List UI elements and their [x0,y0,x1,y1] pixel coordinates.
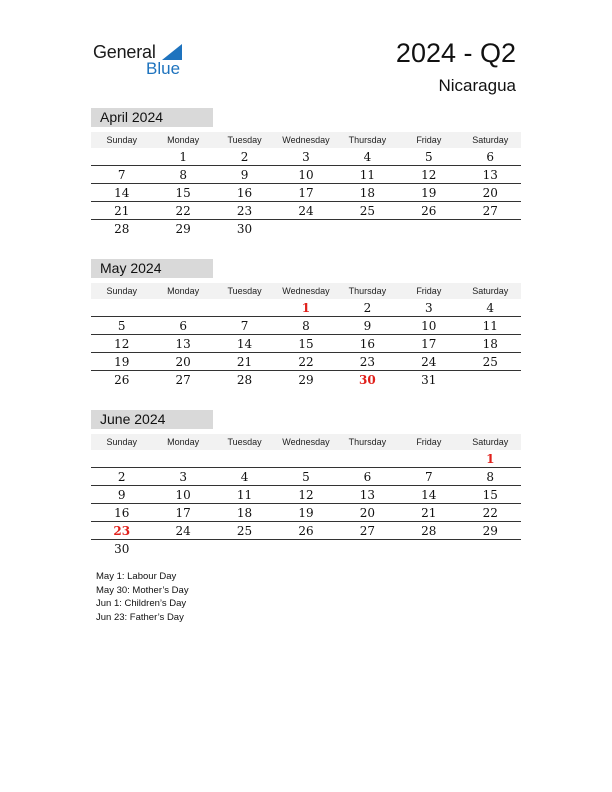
day-cell: 7 [117,168,126,182]
day-cell: 17 [175,506,191,520]
weekday-label: Tuesday [227,286,262,296]
week-row [91,220,521,237]
holiday-note: Jun 1: Children’s Day [96,598,187,609]
day-cell: 16 [236,186,253,200]
week-row [91,166,521,184]
day-cell: 23 [359,355,376,369]
holiday-note: Jun 23: Father’s Day [96,611,184,623]
empty-day-cell [91,299,152,316]
weekday-label: Thursday [348,437,387,447]
day-cell: 17 [421,337,437,351]
day-cell: 11 [236,488,253,502]
weekday-label: Friday [416,286,442,296]
day-cell: 23 [236,204,253,218]
day-cell: 21 [114,204,130,218]
day-cell: 22 [175,204,191,218]
day-cell: 20 [175,355,191,369]
holiday-note: May 1: Labour Day [96,571,177,582]
day-cell: 27 [359,524,376,538]
day-cell: 29 [298,373,314,387]
day-cell: 19 [298,506,314,520]
page-title: 2024 - Q2 [395,38,516,68]
empty-day-cell [398,220,459,237]
empty-day-cell [460,220,521,237]
day-cell: 25 [359,204,376,218]
day-cell: 7 [425,470,433,484]
day-cell: 30 [114,542,130,556]
day-cell: 24 [175,524,191,538]
day-cell: 4 [486,301,495,315]
empty-day-cell [214,299,275,316]
day-cell: 6 [486,150,495,164]
day-cell: 3 [302,150,310,164]
day-cell: 31 [421,373,437,387]
empty-day-cell [152,299,213,316]
day-cell: 29 [482,524,498,538]
day-cell: 30 [236,222,253,236]
week-row [91,317,521,335]
holiday-note: May 30: Mother’s Day [96,584,189,596]
empty-day-cell [275,540,336,557]
week-row [91,184,521,202]
month-june [91,410,521,557]
logo-triangle-icon [162,44,182,60]
month-label: May 2024 [91,259,213,278]
holiday-day-cell: 30 [359,373,376,387]
week-row [91,504,521,522]
day-cell: 27 [482,204,498,218]
holiday-notes [96,570,189,624]
day-cell: 10 [175,488,191,502]
day-cell: 3 [425,301,433,315]
month-label: June 2024 [91,410,213,429]
empty-day-cell [152,450,213,467]
weekday-label: Saturday [472,437,509,447]
day-cell: 18 [236,506,253,520]
weekday-label: Wednesday [282,286,330,296]
month-may [91,259,521,388]
month-april [91,108,521,237]
day-cell: 15 [175,186,191,200]
day-cell: 1 [179,150,187,164]
week-row [91,450,521,468]
weekday-label: Saturday [472,135,509,145]
day-cell: 13 [359,488,376,502]
week-row [91,540,521,557]
day-cell: 21 [236,355,253,369]
weekday-label: Monday [167,437,200,447]
weekday-label: Tuesday [227,437,262,447]
week-row [91,335,521,353]
empty-day-cell [91,148,152,165]
day-cell: 19 [114,355,130,369]
day-cell: 5 [425,150,433,164]
day-cell: 22 [298,355,314,369]
day-cell: 5 [302,470,310,484]
day-cell: 13 [175,337,191,351]
weekday-label: Sunday [106,135,137,145]
day-cell: 9 [240,168,249,182]
day-cell: 18 [359,186,376,200]
week-row [91,468,521,486]
day-cell: 21 [421,506,437,520]
day-cell: 8 [486,470,495,484]
day-cell: 7 [240,319,249,333]
day-cell: 24 [298,204,314,218]
day-cell: 16 [114,506,130,520]
logo-general-text: General [93,42,156,62]
week-row [91,371,521,388]
weekday-header-row [91,434,521,450]
day-cell: 12 [421,168,437,182]
day-cell: 20 [482,186,498,200]
day-cell: 8 [302,319,310,333]
day-cell: 4 [363,150,372,164]
day-cell: 24 [421,355,437,369]
empty-day-cell [460,540,521,557]
day-cell: 2 [240,150,249,164]
empty-day-cell [214,450,275,467]
week-row [91,353,521,371]
day-cell: 18 [482,337,498,351]
day-cell: 29 [175,222,191,236]
weekday-label: Sunday [106,437,137,447]
day-cell: 10 [298,168,314,182]
day-cell: 26 [421,204,437,218]
day-cell: 16 [359,337,376,351]
weekday-label: Wednesday [282,437,330,447]
month-label: April 2024 [91,108,213,127]
day-cell: 9 [363,319,372,333]
empty-day-cell [398,450,459,467]
holiday-day-cell: 1 [301,301,311,315]
logo-blue-text: Blue [146,59,181,78]
day-cell: 14 [236,337,253,351]
day-cell: 11 [482,319,498,333]
week-row [91,202,521,220]
day-cell: 4 [240,470,249,484]
empty-day-cell [152,540,213,557]
holiday-day-cell: 23 [113,524,131,538]
day-cell: 15 [298,337,314,351]
day-cell: 17 [298,186,314,200]
day-cell: 28 [236,373,253,387]
weekday-label: Thursday [348,286,387,296]
empty-day-cell [460,371,521,388]
week-row [91,299,521,317]
empty-day-cell [337,220,398,237]
day-cell: 10 [421,319,437,333]
generalblue-logo [93,40,193,80]
weekday-label: Sunday [106,286,137,296]
day-cell: 20 [359,506,376,520]
day-cell: 25 [482,355,498,369]
day-cell: 12 [114,337,130,351]
empty-day-cell [214,540,275,557]
weekday-label: Friday [416,437,442,447]
weekday-label: Friday [416,135,442,145]
day-cell: 22 [482,506,498,520]
day-cell: 26 [114,373,130,387]
day-cell: 28 [421,524,437,538]
week-row [91,148,521,166]
weekday-header-row [91,283,521,299]
day-cell: 19 [421,186,437,200]
empty-day-cell [275,450,336,467]
day-cell: 11 [359,168,376,182]
day-cell: 27 [175,373,191,387]
weekday-label: Monday [167,286,200,296]
day-cell: 2 [363,301,372,315]
day-cell: 6 [179,319,187,333]
day-cell: 14 [114,186,130,200]
day-cell: 25 [236,524,253,538]
day-cell: 3 [179,470,187,484]
week-row [91,486,521,504]
day-cell: 6 [363,470,372,484]
day-cell: 15 [482,488,498,502]
weekday-header-row [91,132,521,148]
day-cell: 12 [298,488,314,502]
weekday-label: Monday [167,135,200,145]
day-cell: 28 [114,222,130,236]
empty-day-cell [337,540,398,557]
day-cell: 5 [117,319,126,333]
day-cell: 26 [298,524,314,538]
day-cell: 8 [179,168,187,182]
weekday-label: Tuesday [227,135,262,145]
day-cell: 14 [421,488,437,502]
empty-day-cell [337,450,398,467]
empty-day-cell [275,220,336,237]
holiday-day-cell: 1 [486,452,495,466]
day-cell: 13 [482,168,498,182]
weekday-label: Thursday [348,135,387,145]
weekday-label: Wednesday [282,135,330,145]
country-name: Nicaragua [438,76,516,95]
weekday-label: Saturday [472,286,509,296]
week-row [91,522,521,540]
empty-day-cell [91,450,152,467]
empty-day-cell [398,540,459,557]
day-cell: 2 [117,470,126,484]
day-cell: 9 [117,488,126,502]
